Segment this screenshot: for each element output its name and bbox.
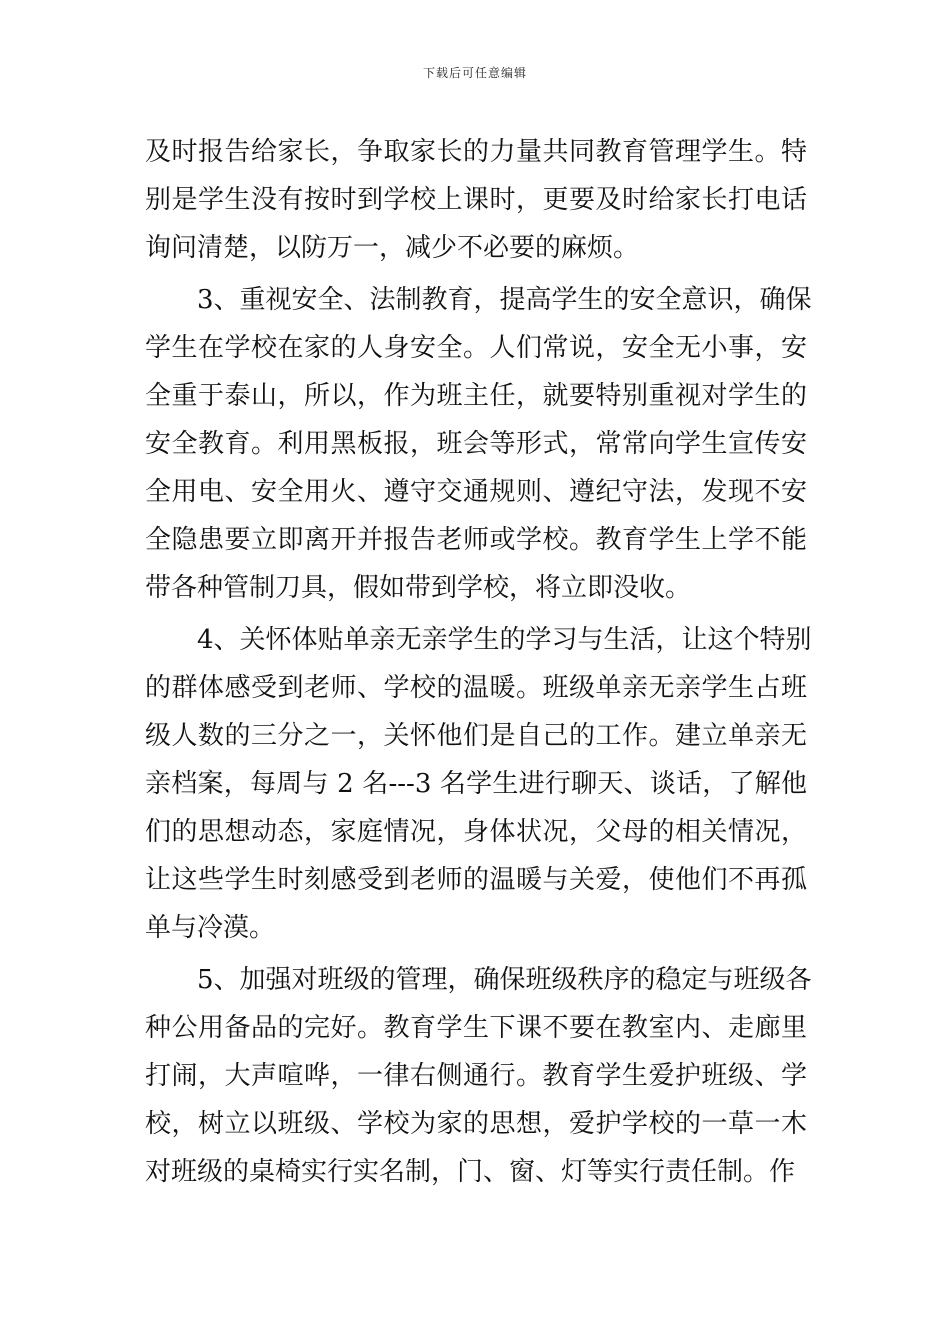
text-line: 5、加强对班级的管理，确保班级秩序的稳定与班级各 bbox=[197, 965, 812, 995]
page-header: 下载后可任意编辑 bbox=[422, 66, 527, 80]
paragraph bbox=[145, 276, 812, 612]
text-line: 4、关怀体贴单亲无亲学生的学习与生活，让这个特别 bbox=[197, 625, 812, 655]
text-line: 安全教育。利用黑板报，班会等形式，常常向学生宣传安 bbox=[145, 429, 807, 459]
text-line: 别是学生没有按时到学校上课时，更要及时给家长打电话 bbox=[145, 185, 807, 215]
text-line: 亲档案，每周与 2 名---3 名学生进行聊天、谈话，了解他 bbox=[145, 769, 807, 799]
text-line: 全重于泰山，所以，作为班主任，就要特别重视对学生的 bbox=[145, 381, 807, 411]
text-line: 种公用备品的完好。教育学生下课不要在教室内、走廊里 bbox=[145, 1013, 807, 1043]
paragraph bbox=[145, 128, 807, 272]
text-line: 全隐患要立即离开并报告老师或学校。教育学生上学不能 bbox=[145, 525, 807, 555]
text-line: 及时报告给家长，争取家长的力量共同教育管理学生。特 bbox=[145, 137, 807, 167]
paragraph bbox=[145, 956, 812, 1196]
text-line: 3、重视安全、法制教育，提高学生的安全意识，确保 bbox=[197, 285, 812, 315]
text-line: 带各种管制刀具，假如带到学校，将立即没收。 bbox=[145, 573, 692, 603]
text-line: 让这些学生时刻感受到老师的温暖与关爱，使他们不再孤 bbox=[145, 865, 807, 895]
text-line: 询问清楚，以防万一，减少不必要的麻烦。 bbox=[145, 233, 640, 263]
text-line: 们的思想动态，家庭情况，身体状况，父母的相关情况， bbox=[145, 817, 807, 847]
paragraph bbox=[145, 616, 812, 952]
text-line: 的群体感受到老师、学校的温暖。班级单亲无亲学生占班 bbox=[145, 673, 807, 703]
text-line: 全用电、安全用火、遵守交通规则、遵纪守法，发现不安 bbox=[145, 477, 807, 507]
document-body bbox=[145, 128, 812, 1196]
text-line: 对班级的桌椅实行实名制，门、窗、灯等实行责任制。作 bbox=[145, 1157, 796, 1187]
text-line: 校，树立以班级、学校为家的思想，爱护学校的一草一木 bbox=[145, 1109, 807, 1139]
text-line: 学生在学校在家的人身安全。人们常说，安全无小事，安 bbox=[145, 333, 807, 363]
text-line: 单与冷漠。 bbox=[145, 913, 276, 943]
text-line: 级人数的三分之一，关怀他们是自己的工作。建立单亲无 bbox=[145, 721, 807, 751]
text-line: 打闹，大声喧哗，一律右侧通行。教育学生爱护班级、学 bbox=[145, 1061, 807, 1091]
